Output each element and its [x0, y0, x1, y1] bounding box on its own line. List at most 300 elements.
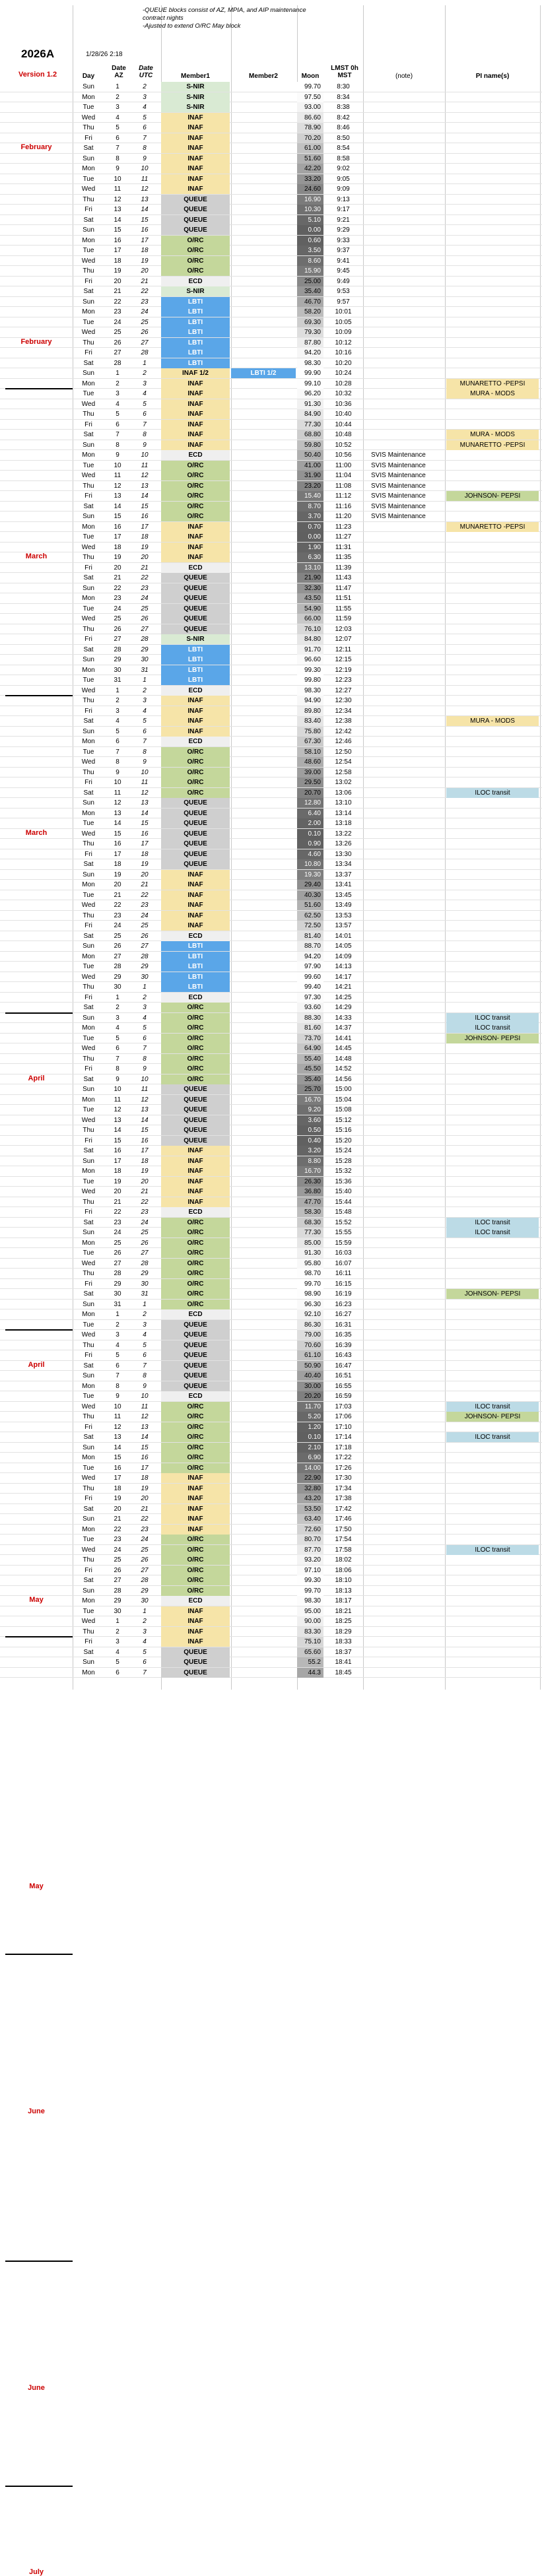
moon-cell: 87.70 [297, 1545, 323, 1555]
date-utc-cell: 20 [141, 1177, 149, 1185]
pi-cell [446, 1350, 539, 1360]
note-cell [364, 543, 444, 552]
member2-cell [231, 1422, 296, 1432]
table-row [0, 1207, 542, 1218]
member2-cell [231, 164, 296, 174]
date-az-cell: 14 [114, 1443, 121, 1451]
lmst-cell: 16:23 [335, 1300, 352, 1308]
day-cell: Fri [85, 993, 92, 1001]
date-az-cell: 1 [116, 686, 119, 694]
table-row [0, 82, 542, 92]
member1-cell: LBTI [161, 962, 230, 972]
day-cell: Sat [83, 145, 94, 152]
member2-cell [231, 1207, 296, 1217]
pi-cell [446, 1514, 539, 1524]
table-row [0, 389, 542, 399]
table-row [0, 768, 542, 778]
moon-cell: 98.30 [297, 1596, 323, 1606]
lmst-cell: 10:24 [335, 370, 352, 377]
note-cell [364, 399, 444, 409]
member2-cell [231, 1166, 296, 1176]
date-utc-cell: 26 [141, 329, 149, 336]
moon-cell: 32.30 [297, 583, 323, 593]
day-cell: Fri [85, 779, 92, 786]
note-cell [364, 839, 444, 849]
member2-cell [231, 256, 296, 266]
pi-cell [446, 859, 539, 869]
date-utc-cell: 21 [141, 277, 149, 285]
pi-cell [446, 952, 539, 962]
moon-cell: 91.30 [297, 399, 323, 409]
member1-cell: INAF [161, 1146, 230, 1156]
pi-cell [446, 686, 539, 696]
member2-cell [231, 1616, 296, 1626]
pi-cell [446, 563, 539, 573]
date-az-cell: 30 [114, 983, 121, 991]
date-utc-cell: 3 [143, 1321, 147, 1329]
date-utc-cell: 24 [141, 595, 149, 602]
date-az-cell: 4 [116, 1341, 119, 1349]
date-utc-cell: 9 [143, 1065, 147, 1073]
date-az-cell: 12 [114, 799, 121, 807]
date-az-cell: 13 [114, 492, 121, 500]
moon-cell: 98.30 [297, 686, 323, 696]
member1-cell: O/RC [161, 1300, 230, 1309]
lmst-cell: 12:38 [335, 717, 352, 725]
member1-cell: O/RC [161, 1422, 230, 1432]
member1-cell: O/RC [161, 1566, 230, 1575]
table-row [0, 205, 542, 215]
moon-cell: 3.60 [297, 1115, 323, 1125]
pi-cell [446, 164, 539, 174]
table-row [0, 1013, 542, 1024]
date-utc-cell: 22 [141, 574, 149, 581]
lmst-cell: 11:20 [335, 513, 352, 520]
date-utc-cell: 22 [141, 1198, 149, 1206]
day-cell: Mon [82, 380, 95, 387]
pi-cell [446, 1596, 539, 1606]
date-az-cell: 6 [116, 420, 119, 428]
member1-cell: QUEUE [161, 195, 230, 205]
date-az-cell: 14 [114, 1127, 121, 1134]
member2-cell [231, 1156, 296, 1166]
note-cell [364, 133, 444, 143]
moon-cell: 0.70 [297, 522, 323, 532]
pi-cell [446, 1340, 539, 1350]
day-cell: Tue [83, 247, 94, 254]
table-row [0, 1473, 542, 1484]
moon-cell: 11.70 [297, 1402, 323, 1412]
date-az-cell: 9 [116, 1393, 119, 1400]
date-utc-cell: 2 [143, 1311, 147, 1318]
date-utc-cell: 20 [141, 871, 149, 878]
date-az-cell: 13 [114, 206, 121, 213]
lmst-cell: 9:09 [337, 185, 350, 193]
moon-cell: 98.90 [297, 1289, 323, 1299]
pi-cell [446, 1494, 539, 1503]
day-cell: Sat [83, 359, 94, 367]
day-cell: Sun [83, 1014, 94, 1022]
note-cell [364, 338, 444, 348]
member2-cell [231, 583, 296, 593]
moon-cell: 20.70 [297, 788, 323, 798]
table-row [0, 686, 542, 696]
member2-cell [231, 1463, 296, 1473]
lmst-cell: 16:03 [335, 1249, 352, 1257]
member1-cell: INAF [161, 1187, 230, 1197]
table-row [0, 737, 542, 747]
day-cell: Sat [83, 717, 94, 725]
date-utc-cell: 22 [141, 288, 149, 295]
pi-cell [446, 993, 539, 1003]
lmst-cell: 11:59 [335, 615, 352, 622]
date-utc-cell: 18 [141, 1157, 149, 1165]
lmst-cell: 13:22 [335, 830, 352, 838]
member1-cell: O/RC [161, 256, 230, 266]
date-utc-cell: 24 [141, 1218, 149, 1226]
pi-cell [446, 368, 539, 378]
note-cell [364, 1125, 444, 1135]
member1-cell: QUEUE [161, 1125, 230, 1135]
day-cell: Sun [83, 83, 94, 90]
date-az-cell: 2 [116, 1004, 119, 1011]
lmst-cell: 18:10 [335, 1577, 352, 1584]
table-row [0, 164, 542, 174]
date-az-cell: 27 [114, 349, 121, 356]
member2-cell [231, 941, 296, 951]
pi-cell [446, 1473, 539, 1483]
moon-cell: 76.10 [297, 624, 323, 634]
lmst-cell: 14:25 [335, 993, 352, 1001]
table-row [0, 1300, 542, 1310]
col-header-moon: Moon [301, 73, 320, 80]
date-utc-cell: 28 [141, 636, 149, 643]
day-cell: Wed [81, 830, 96, 838]
lmst-cell: 10:28 [335, 380, 352, 387]
table-row [0, 706, 542, 717]
moon-cell: 81.60 [297, 1023, 323, 1033]
lmst-cell: 15:59 [335, 1239, 352, 1247]
table-row [0, 1156, 542, 1167]
moon-cell: 54.90 [297, 604, 323, 614]
member1-cell: O/RC [161, 1402, 230, 1412]
table-row [0, 266, 542, 277]
date-utc-cell: 10 [141, 768, 149, 776]
day-cell: Fri [85, 1495, 92, 1502]
member1-cell: O/RC [161, 757, 230, 767]
lmst-cell: 15:52 [335, 1218, 352, 1226]
moon-cell: 93.00 [297, 102, 323, 112]
month-separator [5, 1329, 73, 1331]
lmst-cell: 13:02 [335, 779, 352, 786]
member1-cell: QUEUE [161, 225, 230, 235]
table-row [0, 1177, 542, 1187]
date-az-cell: 24 [114, 1546, 121, 1554]
date-utc-cell: 20 [141, 267, 149, 275]
member1-cell: INAF [161, 1494, 230, 1503]
moon-cell: 99.10 [297, 379, 323, 389]
day-cell: Sun [83, 584, 94, 592]
lmst-cell: 16:07 [335, 1259, 352, 1267]
member1-cell: ECD [161, 450, 230, 460]
date-utc-cell: 18 [141, 533, 149, 541]
moon-cell: 64.90 [297, 1043, 323, 1053]
moon-cell: 96.30 [297, 1300, 323, 1309]
day-cell: Thu [83, 1270, 94, 1277]
date-az-cell: 2 [116, 697, 119, 704]
lmst-cell: 18:13 [335, 1587, 352, 1595]
note-cell [364, 921, 444, 931]
day-cell: Wed [81, 329, 96, 336]
member1-cell: QUEUE [161, 205, 230, 215]
pi-cell [446, 1074, 539, 1084]
date-utc-cell: 25 [141, 1546, 149, 1554]
day-cell: Sun [83, 1443, 94, 1451]
pi-cell: MUNARETTO -PEPSI [446, 379, 539, 389]
day-cell: Thu [83, 1484, 94, 1492]
note-cell: SVIS Maintenance [371, 492, 426, 500]
note-cell [364, 1657, 444, 1667]
pi-cell [446, 1627, 539, 1637]
date-az-cell: 11 [114, 1096, 121, 1104]
date-az-cell: 17 [114, 533, 121, 541]
note-cell [364, 1668, 444, 1678]
lmst-cell: 9:57 [337, 298, 350, 306]
lmst-cell: 18:25 [335, 1618, 352, 1625]
table-row [0, 839, 542, 849]
date-utc-cell: 16 [141, 513, 149, 520]
lmst-cell: 10:56 [335, 451, 352, 459]
date-utc-cell: 22 [141, 891, 149, 899]
pi-cell [446, 1187, 539, 1197]
day-cell: Tue [83, 533, 94, 541]
date-az-cell: 12 [114, 482, 121, 490]
member2-cell [231, 1248, 296, 1258]
table-row [0, 982, 542, 993]
note-cell [364, 982, 444, 992]
pi-cell [446, 307, 539, 317]
member2-cell [231, 1125, 296, 1135]
note-cell [364, 624, 444, 634]
date-az-cell: 28 [114, 1587, 121, 1595]
date-utc-cell: 11 [141, 1403, 149, 1410]
table-row [0, 1443, 542, 1453]
date-utc-cell: 24 [141, 911, 149, 919]
member2-cell [231, 1402, 296, 1412]
lmst-cell: 11:16 [335, 502, 352, 510]
lmst-cell: 18:29 [335, 1628, 352, 1635]
day-cell: Mon [82, 595, 95, 602]
note-cell [364, 92, 444, 102]
date-utc-cell: 21 [141, 881, 149, 888]
lmst-cell: 11:47 [335, 584, 352, 592]
member1-cell: INAF [161, 716, 230, 726]
note-cell [364, 870, 444, 880]
date-az-cell: 6 [116, 134, 119, 142]
date-az-cell: 21 [114, 574, 121, 581]
date-az-cell: 13 [114, 1434, 121, 1441]
date-utc-cell: 13 [141, 482, 149, 490]
pi-cell [446, 849, 539, 859]
member2-cell [231, 1350, 296, 1360]
table-row [0, 1422, 542, 1433]
pi-cell [446, 1064, 539, 1074]
pi-cell [446, 809, 539, 818]
moon-cell: 47.70 [297, 1197, 323, 1207]
table-row [0, 1657, 542, 1668]
member1-cell: O/RC [161, 1034, 230, 1043]
date-utc-cell: 11 [141, 779, 149, 786]
date-utc-cell: 16 [141, 226, 149, 234]
member2-cell [231, 1606, 296, 1616]
member2-cell [231, 1555, 296, 1565]
member1-cell: S-NIR [161, 92, 230, 102]
table-row [0, 645, 542, 655]
lmst-cell: 8:42 [337, 114, 350, 121]
member1-cell: O/RC [161, 1043, 230, 1053]
day-cell: Wed [81, 615, 96, 622]
note-cell [364, 1218, 444, 1228]
lmst-cell: 17:34 [335, 1484, 352, 1492]
member1-cell: O/RC [161, 768, 230, 777]
pi-cell [446, 624, 539, 634]
lmst-cell: 10:40 [335, 411, 352, 418]
month-separator [5, 695, 73, 696]
lmst-cell: 10:44 [335, 420, 352, 428]
pi-cell [446, 1606, 539, 1616]
day-cell: Fri [85, 420, 92, 428]
table-row [0, 512, 542, 522]
member1-cell: INAF [161, 133, 230, 143]
member1-cell: INAF [161, 1473, 230, 1483]
member2-cell [231, 604, 296, 614]
member1-cell: INAF [161, 143, 230, 153]
lmst-cell: 9:17 [337, 206, 350, 213]
member2-cell [231, 614, 296, 624]
pi-cell [446, 236, 539, 246]
pi-cell [446, 829, 539, 839]
member1-cell: LBTI [161, 327, 230, 337]
member1-cell: ECD [161, 931, 230, 941]
lmst-cell: 14:45 [335, 1045, 352, 1052]
member2-cell [231, 900, 296, 910]
table-row [0, 614, 542, 624]
member1-cell: LBTI [161, 358, 230, 368]
day-cell: Sun [83, 942, 94, 950]
day-cell: Thu [83, 554, 94, 561]
moon-cell: 73.70 [297, 1034, 323, 1043]
day-cell: Tue [83, 677, 94, 684]
day-cell: Sat [83, 1648, 94, 1656]
day-cell: Sun [83, 1659, 94, 1666]
note-cell [364, 737, 444, 746]
pi-cell [446, 931, 539, 941]
member1-cell: O/RC [161, 1289, 230, 1299]
moon-cell: 36.80 [297, 1187, 323, 1197]
member2-cell [231, 1084, 296, 1094]
member2-cell [231, 1473, 296, 1483]
member1-cell: INAF [161, 900, 230, 910]
pi-cell [446, 747, 539, 757]
lmst-cell: 11:08 [335, 482, 352, 490]
day-cell: Tue [83, 891, 94, 899]
member1-cell: INAF [161, 440, 230, 450]
day-cell: Mon [82, 1382, 95, 1390]
member2-cell [231, 1146, 296, 1156]
moon-cell: 44.3 [297, 1668, 323, 1678]
pi-cell [446, 502, 539, 512]
table-row [0, 1381, 542, 1392]
date-az-cell: 3 [116, 390, 119, 397]
member2-cell [231, 747, 296, 757]
month-separator [5, 1636, 73, 1637]
date-utc-cell: 1 [143, 359, 147, 367]
pi-cell [446, 1054, 539, 1064]
member1-cell: LBTI [161, 307, 230, 317]
pi-cell [446, 1525, 539, 1535]
table-row [0, 420, 542, 430]
table-row [0, 665, 542, 676]
note-cell [364, 1166, 444, 1176]
note-cell [364, 1575, 444, 1585]
date-utc-cell: 2 [143, 1618, 147, 1625]
member1-cell: QUEUE [161, 573, 230, 583]
table-row [0, 1105, 542, 1115]
moon-cell: 0.60 [297, 236, 323, 246]
month-label: June [28, 2383, 45, 2392]
table-row [0, 747, 542, 758]
lmst-cell: 15:32 [335, 1168, 352, 1175]
member2-cell [231, 768, 296, 777]
pi-cell [446, 1453, 539, 1463]
moon-cell: 39.00 [297, 768, 323, 777]
date-az-cell: 15 [114, 1454, 121, 1461]
day-cell: Mon [82, 1096, 95, 1104]
table-row [0, 1218, 542, 1228]
member2-cell [231, 593, 296, 603]
lmst-cell: 15:44 [335, 1198, 352, 1206]
date-utc-cell: 8 [143, 431, 147, 438]
moon-cell: 94.90 [297, 696, 323, 706]
timestamp: 1/28/26 2:18 [86, 51, 123, 58]
date-utc-cell: 11 [141, 461, 149, 469]
pi-cell [446, 1637, 539, 1647]
member2-cell [231, 675, 296, 685]
member2-cell [231, 450, 296, 460]
date-utc-cell: 17 [141, 1147, 149, 1154]
member2-cell [231, 1361, 296, 1371]
table-row [0, 399, 542, 410]
date-utc-cell: 21 [141, 1188, 149, 1195]
pi-cell [446, 1657, 539, 1667]
note-cell [364, 972, 444, 982]
table-row [0, 1371, 542, 1381]
note-cell [364, 1412, 444, 1422]
date-az-cell: 13 [114, 1116, 121, 1124]
note-cell [364, 952, 444, 962]
note-line: -Ajusted to extend O/RC May block [143, 22, 241, 30]
member2-cell [231, 82, 296, 92]
moon-cell: 14.00 [297, 1463, 323, 1473]
member2-cell [231, 1545, 296, 1555]
member2-cell [231, 788, 296, 798]
col-header-lmst: LMST 0h MST [331, 65, 358, 79]
table-row [0, 195, 542, 205]
table-row [0, 911, 542, 921]
member2-cell [231, 317, 296, 327]
table-row [0, 1586, 542, 1597]
member2-cell [231, 471, 296, 480]
